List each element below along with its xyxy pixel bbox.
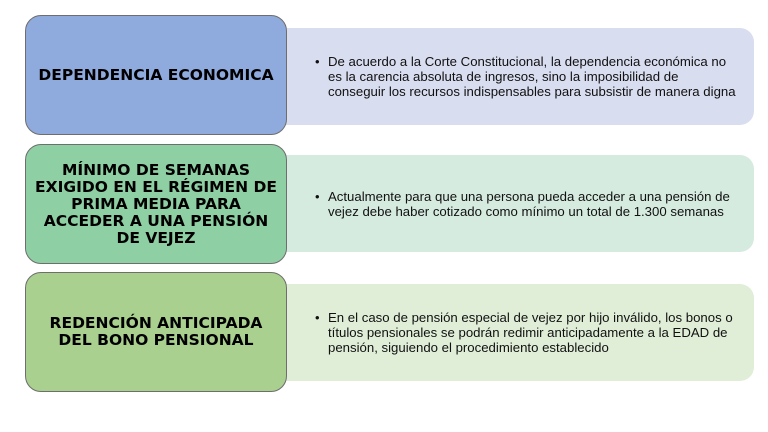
- detail-list: [314, 54, 736, 99]
- detail-box: [270, 28, 754, 125]
- heading-text: REDENCIÓN ANTICIPADA DEL BONO PENSIONAL: [49, 314, 263, 349]
- detail-list: [314, 189, 736, 219]
- heading-box: [25, 272, 287, 392]
- detail-box: [270, 284, 754, 381]
- heading-box: [25, 144, 287, 264]
- heading-box: [25, 15, 287, 135]
- detail-text: • Actualmente para que una persona pueda acceder a una pensión de vejez debe haber cotizado como mínimo un total de 1.300 semanas: [328, 189, 736, 219]
- detail-text: • En el caso de pensión especial de vejez por hijo inválido, los bonos o títulos pensionales se podrán redimir anticipadamente a la EDAD de pensión, siguiendo el procedimiento establecido: [328, 310, 736, 355]
- detail-box: [270, 155, 754, 252]
- heading-text: MÍNIMO DE SEMANAS EXIGIDO EN EL RÉGIMEN DE PRIMA MEDIA PARA ACCEDER A UNA PENSIÓN DE VEJEZ: [35, 160, 277, 247]
- detail-list: [314, 310, 736, 355]
- heading-text: DEPENDENCIA ECONOMICA: [38, 65, 274, 84]
- detail-text: • De acuerdo a la Corte Constitucional, la dependencia económica no es la carencia absoluta de ingresos, sino la imposibilidad de conseguir los recursos indispensables para subsistir de manera digna: [328, 54, 736, 99]
